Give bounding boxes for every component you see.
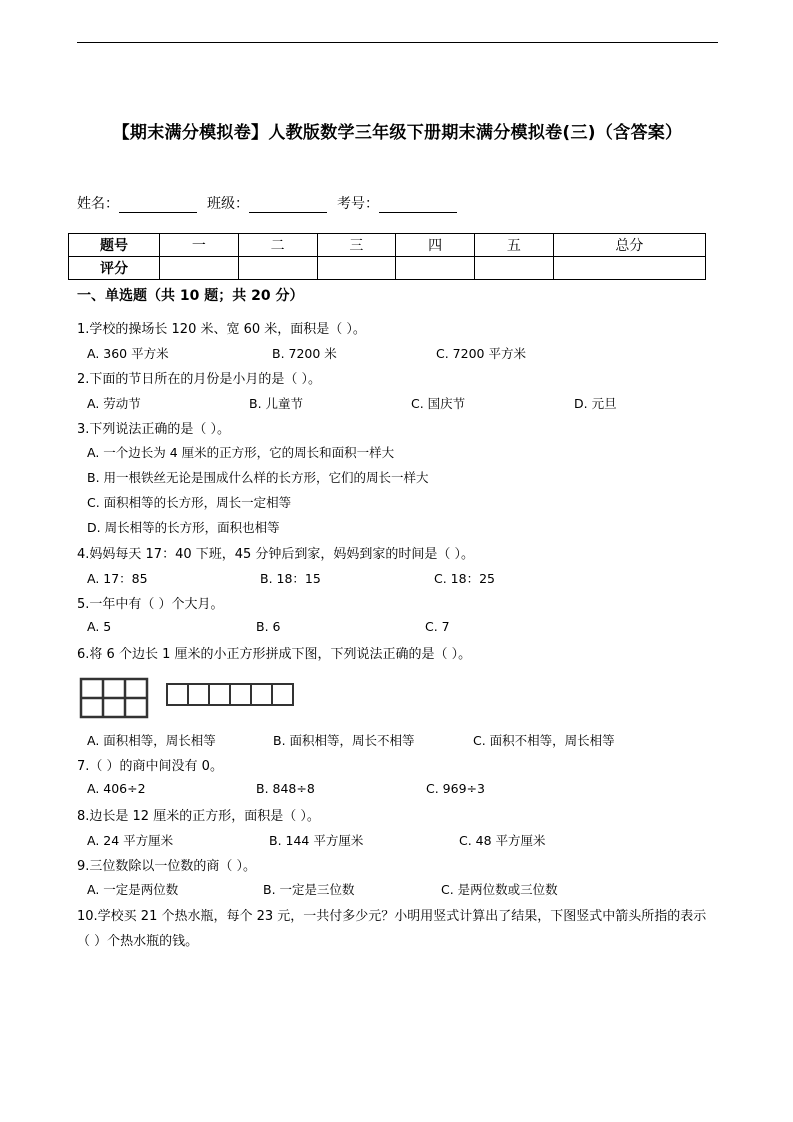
option: C. 48 平方厘米	[459, 833, 546, 848]
option: B. 儿童节	[249, 396, 304, 411]
option: A. 一定是两位数	[87, 882, 179, 897]
class-field[interactable]	[249, 197, 327, 213]
option: D. 周长相等的长方形，面积也相等	[87, 520, 280, 535]
table-cell: 一	[160, 234, 239, 257]
option: B. 用一根铁丝无论是围成什么样的长方形，它们的周长一样大	[87, 470, 429, 485]
option: B. 18：15	[260, 571, 321, 586]
question-text: 3.下列说法正确的是（ ）。	[77, 422, 231, 437]
table-cell: 总分	[553, 234, 705, 257]
top-rule	[77, 42, 718, 43]
option: C. 7	[425, 619, 450, 634]
option: A. 一个边长为 4 厘米的正方形，它的周长和面积一样大	[87, 445, 395, 460]
score-cell[interactable]	[160, 257, 239, 280]
option: B. 7200 米	[272, 346, 337, 361]
option: B. 144 平方厘米	[269, 833, 364, 848]
question-text: 10.学校买 21 个热水瓶，每个 23 元，一共付多少元？小明用竖式计算出了结果，下图竖式中箭头所指的表示（ ）个热水瓶的钱。	[77, 909, 707, 949]
question-text: 9.三位数除以一位数的商（ ）。	[77, 859, 257, 874]
section-heading: 一、单选题（共 10 题；共 20 分）	[77, 288, 304, 304]
option: C. 面积相等的长方形，周长一定相等	[87, 495, 292, 510]
option: A. 406÷2	[87, 781, 146, 796]
name-label: 姓名：	[77, 196, 119, 212]
option: A. 360 平方米	[87, 346, 169, 361]
question-text: 2.下面的节日所在的月份是小月的是（ ）。	[77, 372, 322, 387]
page-title: 【期末满分模拟卷】人教版数学三年级下册期末满分模拟卷(三)（含答案）	[112, 123, 683, 143]
question-text: 8.边长是 12 厘米的正方形，面积是（ ）。	[77, 809, 320, 824]
option: B. 面积相等，周长不相等	[273, 733, 415, 748]
table-row	[69, 234, 706, 257]
exam-no-field[interactable]	[379, 197, 457, 213]
table-cell: 评分	[69, 257, 160, 280]
option: A. 24 平方厘米	[87, 833, 174, 848]
option: C. 18：25	[434, 571, 495, 586]
student-info	[77, 193, 467, 213]
score-table	[68, 233, 706, 280]
option: B. 6	[256, 619, 281, 634]
score-cell[interactable]	[238, 257, 317, 280]
squares-figure	[78, 676, 300, 720]
question-text: 5.一年中有（ ）个大月。	[77, 597, 224, 612]
option: C. 7200 平方米	[436, 346, 526, 361]
option: C. 969÷3	[426, 781, 485, 796]
score-cell[interactable]	[396, 257, 475, 280]
table-cell: 四	[396, 234, 475, 257]
score-cell[interactable]	[553, 257, 705, 280]
name-field[interactable]	[119, 197, 197, 213]
option: A. 面积相等，周长相等	[87, 733, 216, 748]
question-text: 4.妈妈每天 17：40 下班，45 分钟后到家，妈妈到家的时间是（ ）。	[77, 547, 475, 562]
option: C. 面积不相等，周长相等	[473, 733, 615, 748]
exam-no-label: 考号：	[337, 196, 379, 212]
class-label: 班级：	[207, 196, 249, 212]
option: A. 劳动节	[87, 396, 141, 411]
option: B. 一定是三位数	[263, 882, 355, 897]
option: D. 元旦	[574, 396, 617, 411]
question-text: 7.（ ）的商中间没有 0。	[77, 759, 223, 774]
table-row	[69, 257, 706, 280]
score-cell[interactable]	[317, 257, 396, 280]
option: A. 17：85	[87, 571, 148, 586]
option: C. 国庆节	[411, 396, 466, 411]
option: B. 848÷8	[256, 781, 315, 796]
table-cell: 二	[238, 234, 317, 257]
table-cell: 五	[475, 234, 554, 257]
table-cell: 三	[317, 234, 396, 257]
question-text: 1.学校的操场长 120 米、宽 60 米，面积是（ ）。	[77, 322, 366, 337]
question-text: 6.将 6 个边长 1 厘米的小正方形拼成下图，下列说法正确的是（ ）。	[77, 647, 472, 662]
option: A. 5	[87, 619, 112, 634]
option: C. 是两位数或三位数	[441, 882, 558, 897]
score-cell[interactable]	[475, 257, 554, 280]
table-cell: 题号	[69, 234, 160, 257]
